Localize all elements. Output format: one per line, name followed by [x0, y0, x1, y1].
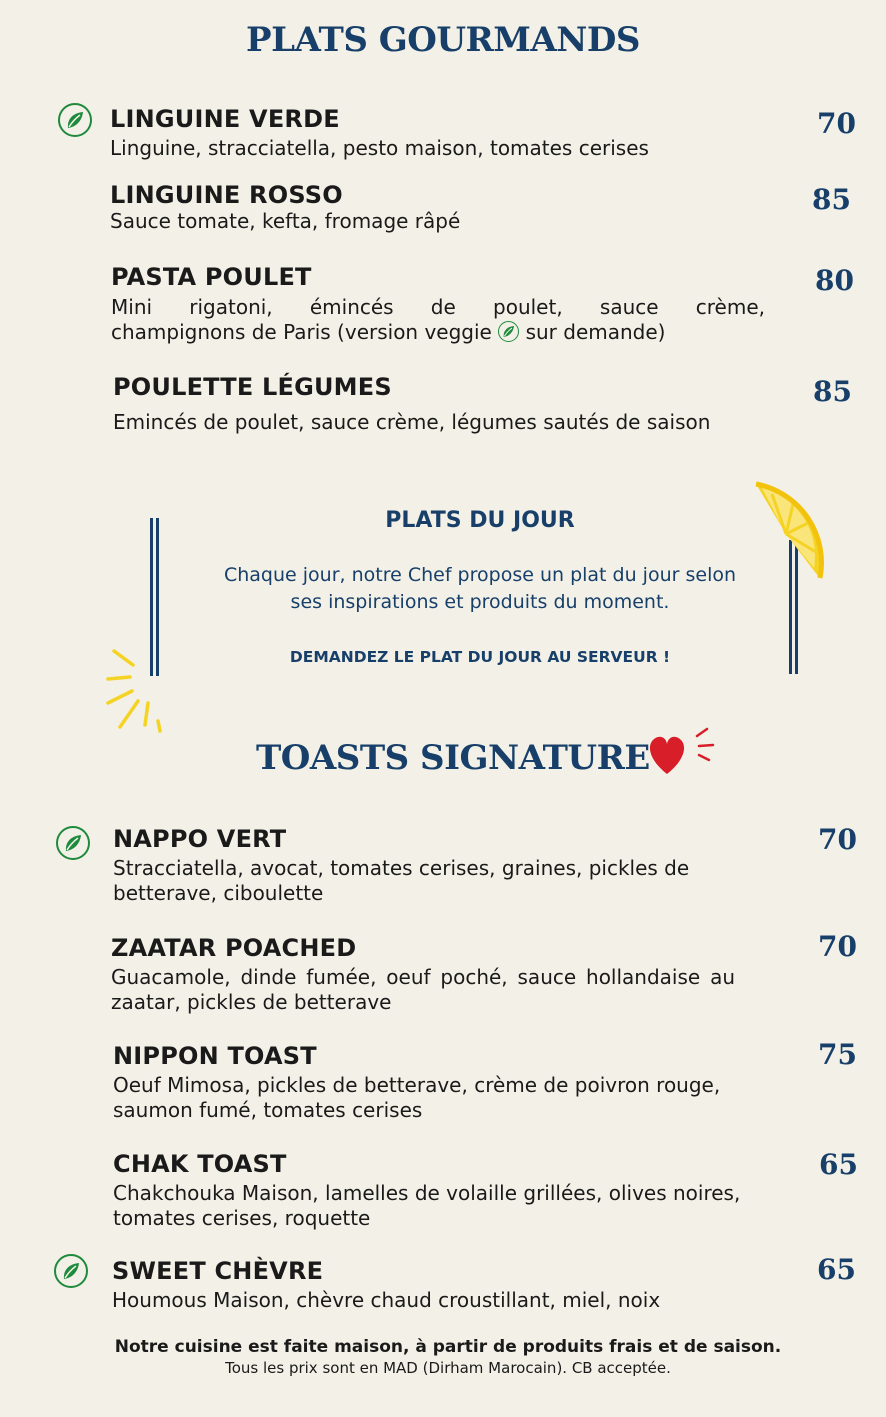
item-description: Houmous Maison, chèvre chaud croustillant, miel, noix [112, 1288, 661, 1312]
item-description-line2: champignons de Paris (version veggie [111, 320, 492, 344]
item-price: 70 [817, 107, 856, 140]
menu-item-nippon-toast [113, 1042, 753, 1123]
plats-du-jour-desc-line2: ses inspirations et produits du moment. [290, 591, 670, 613]
menu-item-chak-toast [113, 1150, 758, 1231]
menu-item-sweet-chevre [112, 1257, 762, 1313]
item-name: PASTA POULET [111, 263, 312, 291]
item-name: CHAK TOAST [113, 1150, 287, 1178]
vegetarian-leaf-icon [498, 321, 519, 342]
item-description: Sauce tomate, kefta, fromage râpé [110, 209, 461, 233]
item-name: SWEET CHÈVRE [112, 1257, 324, 1285]
vegetarian-leaf-icon [58, 103, 92, 137]
item-price: 75 [818, 1038, 857, 1071]
item-price: 80 [815, 264, 854, 297]
item-price: 85 [813, 375, 852, 408]
menu-item-nappo-vert [113, 825, 743, 906]
item-description: Guacamole, dinde fumée, oeuf poché, sauce hollandaise au zaatar, pickles de betterave [111, 965, 735, 1014]
item-description: Linguine, stracciatella, pesto maison, tomates cerises [110, 136, 649, 160]
item-name: ZAATAR POACHED [111, 934, 357, 962]
item-price: 70 [818, 930, 857, 963]
menu-item-linguine-verde [110, 105, 750, 161]
item-price: 70 [818, 823, 857, 856]
menu-item-pasta-poulet [111, 263, 765, 345]
menu-item-poulette-legumes [113, 373, 767, 435]
plats-du-jour-description [180, 562, 780, 616]
item-name: NAPPO VERT [113, 825, 287, 853]
item-price: 65 [819, 1148, 858, 1181]
section-title-plats-gourmands: PLATS GOURMANDS [246, 20, 640, 60]
item-description: Chakchouka Maison, lamelles de volaille grillées, olives noires, tomates cerises, roquette [113, 1181, 741, 1230]
plats-du-jour-title: PLATS DU JOUR [385, 508, 575, 533]
vegetarian-leaf-icon [54, 1254, 88, 1288]
item-description: Stracciatella, avocat, tomates cerises, graines, pickles de betterave, ciboulette [113, 856, 690, 905]
item-name: POULETTE LÉGUMES [113, 373, 392, 401]
plats-du-jour-cta: DEMANDEZ LE PLAT DU JOUR AU SERVEUR ! [289, 648, 671, 666]
item-name: LINGUINE ROSSO [110, 181, 343, 209]
section-title-toasts-signature: TOASTS SIGNATURE [256, 738, 650, 778]
item-price: 65 [817, 1253, 856, 1286]
sparkle-icon [100, 645, 170, 737]
item-name: NIPPON TOAST [113, 1042, 317, 1070]
footer-note: Notre cuisine est faite maison, à partir de produits frais et de saison. [114, 1337, 782, 1357]
menu-item-zaatar-poached [111, 934, 735, 1015]
item-price: 85 [812, 183, 851, 216]
item-description-line2-end: sur demande) [525, 320, 666, 344]
heart-icon [645, 724, 720, 780]
footer-prices-note: Tous les prix sont en MAD (Dirham Marocain). CB acceptée. [225, 1359, 671, 1377]
item-name: LINGUINE VERDE [110, 105, 340, 133]
item-description: Emincés de poulet, sauce crème, légumes sautés de saison [113, 410, 711, 434]
vegetarian-leaf-icon [56, 826, 90, 860]
item-description: Oeuf Mimosa, pickles de betterave, crème de poivron rouge, saumon fumé, tomates cerises [113, 1073, 721, 1122]
plats-du-jour-desc-line1: Chaque jour, notre Chef propose un plat du jour selon [223, 564, 737, 586]
item-description-line1: Mini rigatoni, émincés de poulet, sauce crème, [111, 295, 765, 319]
menu-item-linguine-rosso [110, 181, 750, 234]
